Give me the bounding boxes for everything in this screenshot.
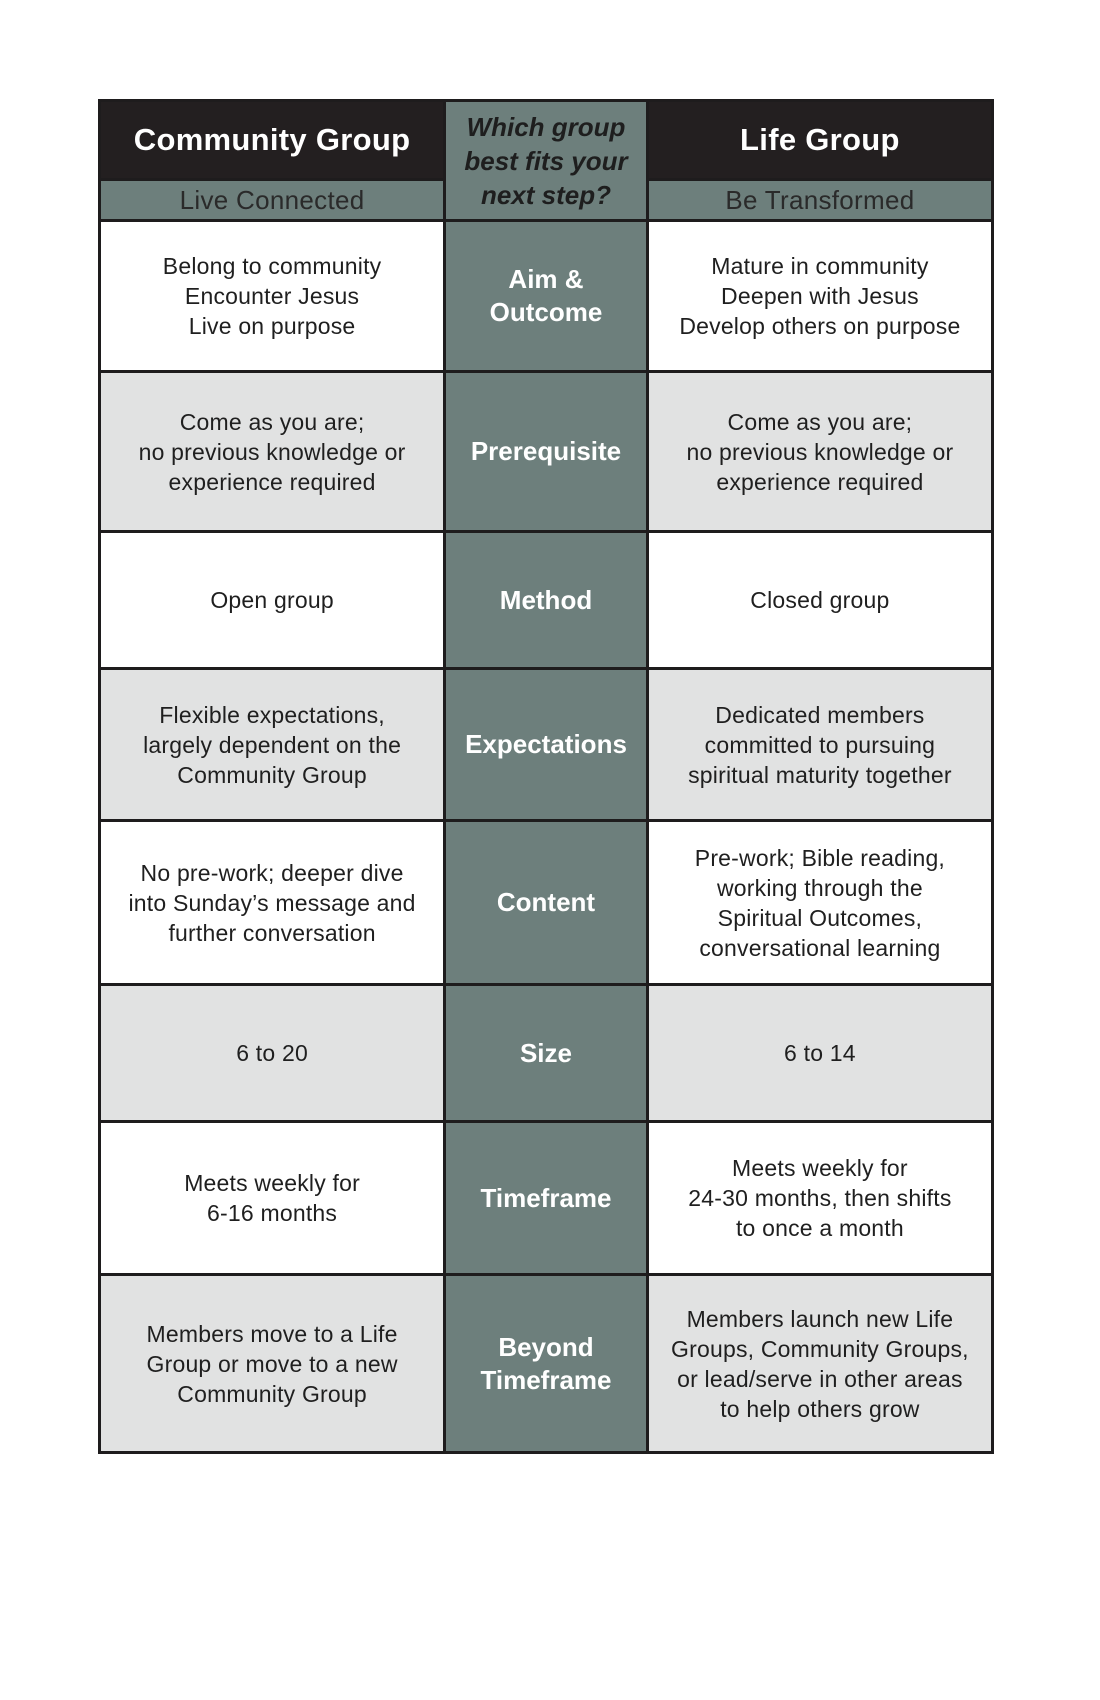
comparison-rows — [100, 221, 993, 1453]
comparison-row — [100, 1122, 993, 1275]
criteria-label-line: Timeframe — [480, 1364, 612, 1395]
criteria-label — [445, 1275, 648, 1453]
life-group-cell — [647, 821, 992, 985]
life-group-cell-line: Groups, Community Groups, — [671, 1335, 969, 1362]
community-group-subtitle: Live Connected — [100, 180, 445, 221]
life-group-cell — [647, 1122, 992, 1275]
comparison-table — [98, 99, 994, 1454]
life-group-title: Life Group — [647, 101, 992, 180]
life-group-cell-line: Members launch new Life — [686, 1305, 954, 1332]
life-group-cell-line: or lead/serve in other areas — [677, 1365, 963, 1392]
community-group-cell — [100, 821, 445, 985]
community-group-cell-line: largely dependent on the — [143, 731, 402, 758]
question-line-2: best fits your — [464, 145, 628, 176]
community-group-cell-line: 6 to 20 — [236, 1040, 308, 1066]
community-group-cell — [100, 669, 445, 821]
criteria-label — [445, 1122, 648, 1275]
comparison-row — [100, 669, 993, 821]
life-group-cell-line: 24-30 months, then shifts — [688, 1185, 952, 1211]
community-group-cell — [100, 1275, 445, 1453]
criteria-label-line: Method — [499, 584, 593, 615]
criteria-label — [445, 669, 648, 821]
comparison-row — [100, 1275, 993, 1453]
community-group-cell-line: Group or move to a new — [146, 1350, 398, 1377]
life-group-cell-line: Pre-work; Bible reading, — [694, 844, 946, 871]
life-group-cell-line: committed to pursuing — [704, 731, 936, 758]
criteria-label — [445, 532, 648, 669]
life-group-cell — [647, 221, 992, 372]
comparison-sheet — [98, 99, 994, 1573]
community-group-cell-line: no previous knowledge or — [138, 438, 406, 465]
comparison-row — [100, 532, 993, 669]
community-group-cell-line: No pre-work; deeper dive — [140, 859, 404, 886]
life-group-subtitle: Be Transformed — [647, 180, 992, 221]
community-group-cell-line: Encounter Jesus — [184, 283, 360, 309]
life-group-cell-line: conversational learning — [699, 934, 941, 961]
life-group-cell — [647, 372, 992, 532]
community-group-cell-line: into Sunday’s message and — [128, 889, 416, 916]
life-group-cell-line: Closed group — [750, 587, 890, 613]
community-group-cell-line: Flexible expectations, — [159, 701, 385, 728]
life-group-cell-line: Develop others on purpose — [679, 313, 961, 339]
community-group-cell-line: Community Group — [177, 761, 367, 788]
life-group-cell-line: to once a month — [735, 1215, 904, 1241]
question-line-1: Which group — [466, 111, 626, 142]
life-group-cell-line: no previous knowledge or — [686, 438, 954, 465]
comparison-row — [100, 221, 993, 372]
criteria-label — [445, 985, 648, 1122]
criteria-label-line: Outcome — [489, 297, 603, 327]
community-group-cell — [100, 221, 445, 372]
life-group-cell-line: Dedicated members — [715, 701, 925, 728]
life-group-cell — [647, 669, 992, 821]
community-group-title: Community Group — [100, 101, 445, 180]
life-group-cell — [647, 1275, 992, 1453]
life-group-cell — [647, 985, 992, 1122]
life-group-cell-line: Meets weekly for — [732, 1155, 908, 1181]
comparison-row — [100, 985, 993, 1122]
life-group-cell-line: Deepen with Jesus — [721, 283, 919, 309]
center-question — [445, 101, 648, 221]
life-group-cell-line: 6 to 14 — [784, 1040, 856, 1066]
community-group-cell-line: Open group — [210, 587, 334, 613]
comparison-row — [100, 372, 993, 532]
criteria-label-line: Content — [496, 887, 596, 917]
life-group-cell — [647, 532, 992, 669]
criteria-label-line: Size — [519, 1037, 572, 1068]
criteria-label — [445, 821, 648, 985]
life-group-cell-line: Come as you are; — [727, 408, 913, 435]
criteria-label-line: Expectations — [465, 729, 627, 759]
criteria-label — [445, 372, 648, 532]
community-group-cell-line: Belong to community — [162, 253, 382, 279]
community-group-cell-line: Community Group — [177, 1380, 367, 1407]
community-group-cell — [100, 1122, 445, 1275]
life-group-cell-line: Spiritual Outcomes, — [717, 904, 923, 931]
criteria-label-line: Beyond — [498, 1331, 594, 1362]
criteria-label-line: Timeframe — [480, 1182, 612, 1213]
community-group-cell-line: Meets weekly for — [184, 1170, 360, 1196]
community-group-cell-line: Live on purpose — [188, 313, 356, 339]
criteria-label-line: Prerequisite — [470, 436, 622, 466]
community-group-cell — [100, 372, 445, 532]
criteria-label-line: Aim & — [508, 264, 584, 294]
life-group-cell-line: spiritual maturity together — [688, 761, 952, 788]
question-line-3: next step? — [480, 179, 611, 210]
community-group-cell-line: Come as you are; — [179, 408, 365, 435]
comparison-row — [100, 821, 993, 985]
life-group-cell-line: experience required — [716, 468, 924, 495]
header-title-row — [100, 101, 993, 180]
life-group-cell-line: to help others grow — [720, 1395, 920, 1422]
community-group-cell — [100, 985, 445, 1122]
life-group-cell-line: Mature in community — [711, 253, 929, 279]
criteria-label — [445, 221, 648, 372]
community-group-cell — [100, 532, 445, 669]
community-group-cell-line: experience required — [168, 468, 376, 495]
community-group-cell-line: further conversation — [168, 919, 376, 946]
life-group-cell-line: working through the — [717, 874, 923, 901]
community-group-cell-line: 6-16 months — [207, 1200, 338, 1226]
community-group-cell-line: Members move to a Life — [146, 1320, 398, 1347]
